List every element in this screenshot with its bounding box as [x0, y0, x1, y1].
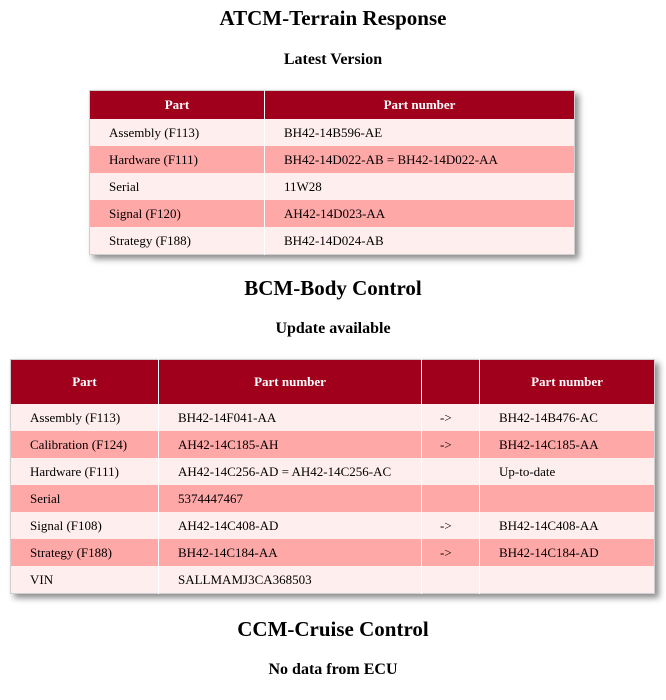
table-row	[90, 119, 575, 146]
update-arrow	[422, 458, 480, 485]
new-part-number	[480, 566, 655, 594]
part-name: Signal (F120)	[90, 200, 265, 227]
part-number: 11W28	[265, 173, 575, 200]
part-name: VIN	[11, 566, 159, 594]
atcm-section-title: ATCM-Terrain Response	[219, 6, 447, 30]
table-row	[11, 539, 655, 566]
new-part-number: BH42-14B476-AC	[480, 404, 655, 431]
bcm-parts-table	[10, 359, 655, 594]
atcm-parts-table	[89, 90, 575, 255]
new-part-number: BH42-14C185-AA	[480, 431, 655, 458]
column-header-part-number: Part number	[159, 360, 422, 405]
part-number: AH42-14D023-AA	[265, 200, 575, 227]
table-header-row	[11, 360, 655, 405]
bcm-status: Update available	[275, 320, 391, 337]
update-arrow	[422, 485, 480, 512]
bcm-section-title: BCM-Body Control	[244, 276, 422, 300]
table-row	[90, 227, 575, 255]
table-row	[11, 485, 655, 512]
table-row	[90, 200, 575, 227]
table-row	[90, 173, 575, 200]
ccm-status: No data from ECU	[268, 661, 398, 678]
part-name: Strategy (F188)	[90, 227, 265, 255]
part-name: Assembly (F113)	[90, 119, 265, 146]
update-arrow: ->	[422, 512, 480, 539]
part-name: Hardware (F111)	[11, 458, 159, 485]
new-part-number	[480, 485, 655, 512]
column-header-part: Part	[11, 360, 159, 405]
ccm-section-title: CCM-Cruise Control	[237, 617, 429, 641]
part-name: Serial	[90, 173, 265, 200]
part-name: Assembly (F113)	[11, 404, 159, 431]
part-name: Strategy (F188)	[11, 539, 159, 566]
new-part-number: Up-to-date	[480, 458, 655, 485]
update-arrow: ->	[422, 404, 480, 431]
table-row	[11, 431, 655, 458]
part-name: Signal (F108)	[11, 512, 159, 539]
update-arrow: ->	[422, 431, 480, 458]
column-header-arrow	[422, 360, 480, 405]
part-number: BH42-14B596-AE	[265, 119, 575, 146]
part-number: AH42-14C185-AH	[159, 431, 422, 458]
part-number: BH42-14F041-AA	[159, 404, 422, 431]
table-row	[11, 404, 655, 431]
part-number: BH42-14C184-AA	[159, 539, 422, 566]
part-number: SALLMAMJ3CA368503	[159, 566, 422, 594]
update-arrow: ->	[422, 539, 480, 566]
column-header-part: Part	[90, 91, 265, 120]
part-name: Serial	[11, 485, 159, 512]
table-header-row	[90, 91, 575, 120]
part-name: Calibration (F124)	[11, 431, 159, 458]
column-header-new-part-number: Part number	[480, 360, 655, 405]
table-row	[11, 566, 655, 594]
update-arrow	[422, 566, 480, 594]
part-number: AH42-14C408-AD	[159, 512, 422, 539]
part-number: BH42-14D024-AB	[265, 227, 575, 255]
part-name: Hardware (F111)	[90, 146, 265, 173]
part-number: AH42-14C256-AD = AH42-14C256-AC	[159, 458, 422, 485]
table-row	[90, 146, 575, 173]
new-part-number: BH42-14C184-AD	[480, 539, 655, 566]
table-row	[11, 512, 655, 539]
part-number: BH42-14D022-AB = BH42-14D022-AA	[265, 146, 575, 173]
atcm-status: Latest Version	[283, 51, 383, 68]
new-part-number: BH42-14C408-AA	[480, 512, 655, 539]
part-number: 5374447467	[159, 485, 422, 512]
table-row	[11, 458, 655, 485]
column-header-part-number: Part number	[265, 91, 575, 120]
